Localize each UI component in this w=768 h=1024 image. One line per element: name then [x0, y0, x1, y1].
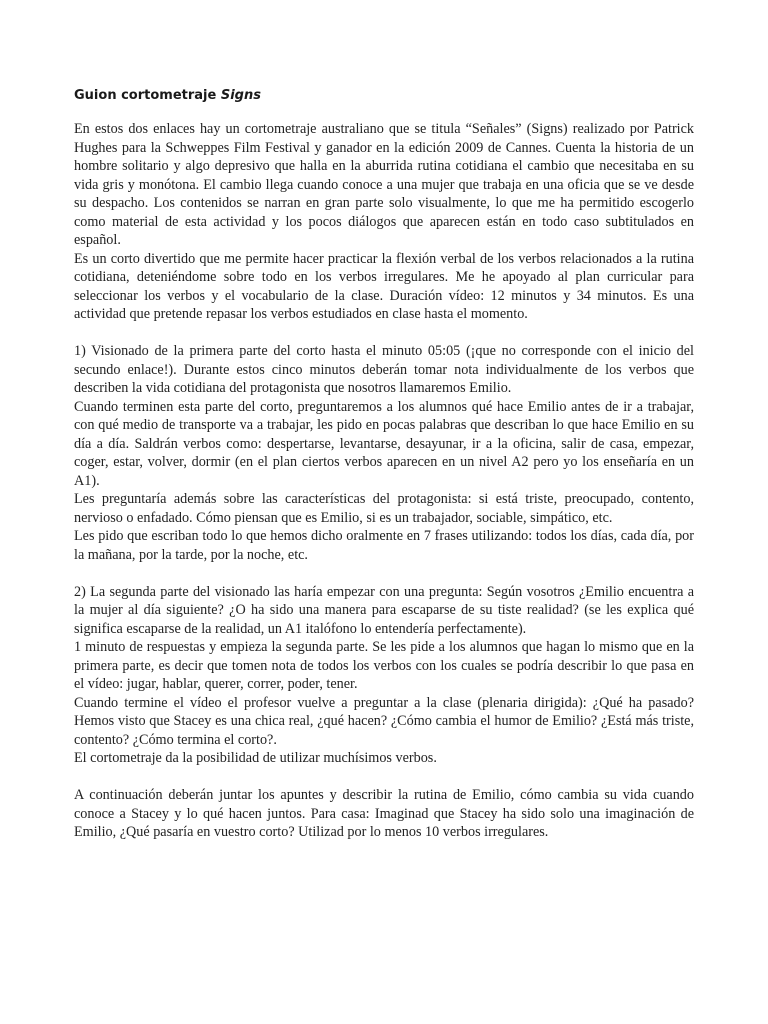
paragraph-step-2-verbs: El cortometraje da la posibilidad de utilizar muchísimos verbos.	[74, 750, 437, 766]
paragraph-conclusion: A continuación deberán juntar los apuntes y describir la rutina de Emilio, cómo cambia su vida cuando conoce a Stacey y lo qué hacen juntos. Para casa: Imaginad que Stacey ha sido solo una imaginación de Emilio, ¿Qué pasaría en vuestro corto? Utilizad por lo menos 10 verbos irregulares.	[74, 787, 694, 840]
paragraph-step-2: 2) La segunda parte del visionado las haría empezar con una pregunta: Según vosotros ¿Emilio encuentra a la mujer al día siguiente? ¿O ha sido una manera para escaparse de su tiste realidad? (se les explica qué significa escaparse de la realidad, un A1 italófono lo entendería perfectamente).	[74, 583, 694, 637]
title-prefix: Guion cortometraje	[74, 88, 221, 103]
document-body	[74, 120, 694, 842]
paragraph-intro: En estos dos enlaces hay un cortometraje australiano que se titula “Señales” (Signs) realizado por Patrick Hughes para la Schweppes Film Festival y ganador en la edición 2009 de Cannes. Cuenta la historia de un hombre solitario y algo depresivo que halla en la aburrida rutina cotidiana el cambio que necesitaba en su vida gris y monótona. El cambio llega cuando conoce a una mujer que trabaja en una oficia que se ve desde su despacho. Los contenidos se narran en gran parte solo visualmente, lo que me ha permitido escogerlo como material de esta actividad y los pocos diálogos que aparecen están en todo caso subtitulados en español.	[74, 121, 694, 248]
paragraph-step-2-answers: 1 minuto de respuestas y empieza la segunda parte. Se les pide a los alumnos que hagan lo mismo que en la primera parte, es decir que tomen nota de todos los verbos con los cuales se podría describir lo que pasa en el vídeo: jugar, hablar, querer, correr, poder, tener.	[74, 639, 694, 692]
paragraph-purpose: Es un corto divertido que me permite hacer practicar la flexión verbal de los verbos relacionados a la rutina cotidiana, deteniéndome sobre todo en los verbos irregulares. Me he apoyado al plan curricular para seleccionar los verbos y el vocabulario de la clase. Duración vídeo: 12 minutos y 34 minutos. Es una actividad que pretende repasar los verbos estudiados en clase hasta el momento.	[74, 250, 694, 322]
title-italic: Signs	[220, 88, 261, 103]
paragraph-step-1: 1) Visionado de la primera parte del corto hasta el minuto 05:05 (¡que no corresponde con el inicio del secundo enlace!). Durante estos cinco minutos deberán tomar nota individualmente de los verbos que describen la vida cotidiana del protagonista que nosotros llamaremos Emilio.	[74, 343, 694, 396]
document-title	[74, 88, 261, 103]
paragraph-step-1-questions: Cuando terminen esta parte del corto, preguntaremos a los alumnos qué hace Emilio antes de ir a trabajar, con qué medio de transporte va a trabajar, les pido en pocas palabras que describan lo que hace Emilio en su día a día. Saldrán verbos como: despertarse, levantarse, desayunar, ir a la oficina, salir de casa, empezar, coger, estar, volver, dormir (en el plan ciertos verbos aparecen en un nivel A2 pero yo los enseñaría en un A1).	[74, 398, 694, 489]
paragraph-step-1-character: Les preguntaría además sobre las características del protagonista: si está triste, preocupado, contento, nervioso o enfadado. Cómo piensan que es Emilio, si es un trabajador, sociable, simpático, etc.	[74, 491, 694, 526]
paragraph-step-2-discussion: Cuando termine el vídeo el profesor vuelve a preguntar a la clase (plenaria dirigida): ¿Qué ha pasado? Hemos visto que Stacey es una chica real, ¿qué hacen? ¿Cómo cambia el humor de Emilio? ¿Está más triste, contento? ¿Cómo termina el corto?.	[74, 694, 694, 748]
paragraph-step-1-writing: Les pido que escriban todo lo que hemos dicho oralmente en 7 frases utilizando: todos los días, cada día, por la mañana, por la tarde, por la noche, etc.	[74, 528, 694, 563]
